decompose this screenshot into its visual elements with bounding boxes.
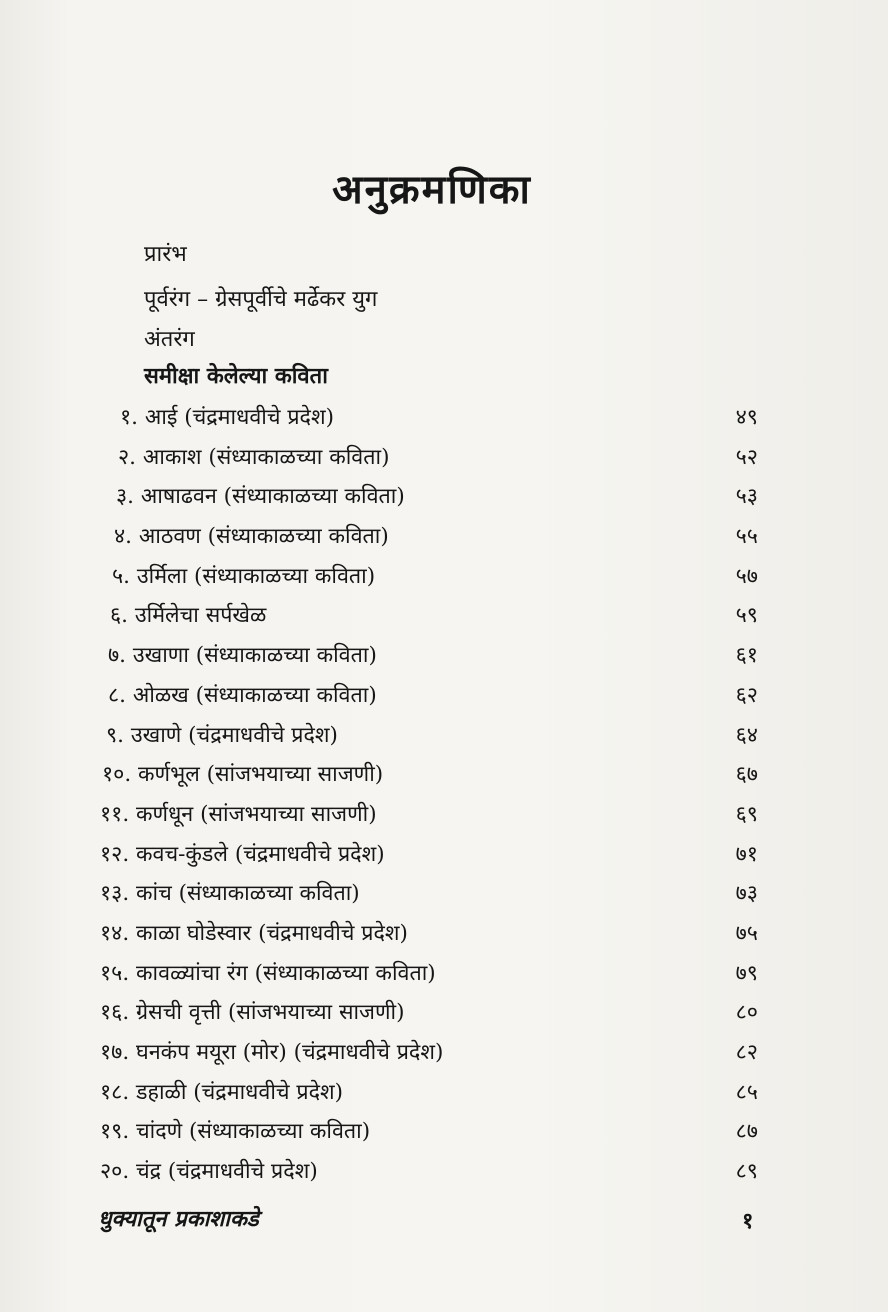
toc-entry-title: १०. कर्णभूल (सांजभयाच्या साजणी) xyxy=(102,762,384,788)
toc-entry xyxy=(98,596,758,636)
toc-entry-title: ११. कर्णधून (सांजभयाच्या साजणी) xyxy=(100,801,377,827)
front-matter-prelude: पूर्वरंग – ग्रेसपूर्वीचे मर्ढेकर युग xyxy=(144,287,378,312)
toc-entry-page: ६४ xyxy=(735,722,758,748)
toc-entry-page: ५३ xyxy=(735,484,758,510)
toc-entry xyxy=(98,835,758,875)
toc-entry xyxy=(98,398,758,438)
toc-entry-page: ६७ xyxy=(735,762,758,788)
toc-entry-page: ७५ xyxy=(735,920,758,946)
toc-entry xyxy=(98,438,758,478)
toc-entry-title: ९. उखाणे (चंद्रमाधवीचे प्रदेश) xyxy=(106,722,338,748)
toc-entry-page: ५२ xyxy=(735,444,758,470)
toc-entry-page: ७१ xyxy=(735,841,758,867)
toc-entry xyxy=(98,954,758,994)
toc-entry-title: २. आकाश (संध्याकाळच्या कविता) xyxy=(118,444,390,470)
toc-entry-page: ५५ xyxy=(735,524,758,550)
front-matter-start: प्रारंभ xyxy=(144,242,187,267)
table-of-contents xyxy=(98,398,758,1192)
toc-entry-title: ८. ओळख (संध्याकाळच्या कविता) xyxy=(108,682,377,708)
toc-entry-page: ४९ xyxy=(735,405,758,430)
toc-entry-title: १७. घनकंप मयूरा (मोर) (चंद्रमाधवीचे प्रदेश) xyxy=(100,1040,444,1065)
toc-entry-title: १३. कांच (संध्याकाळच्या कविता) xyxy=(100,881,360,907)
toc-entry-title: १५. कावळ्यांचा रंग (संध्याकाळच्या कविता) xyxy=(100,960,436,986)
toc-entry-page: ५७ xyxy=(735,563,758,589)
toc-entry xyxy=(98,914,758,954)
toc-entry-page: ८० xyxy=(735,1000,758,1026)
toc-entry-page: ७३ xyxy=(735,881,758,907)
toc-entry xyxy=(98,1112,758,1152)
toc-entry-title: ५. उर्मिला (संध्याकाळच्या कविता) xyxy=(112,563,376,589)
section-heading: समीक्षा केलेल्या कविता xyxy=(144,363,328,389)
toc-entry-page: ६२ xyxy=(735,682,758,708)
toc-entry xyxy=(98,755,758,795)
toc-entry xyxy=(98,993,758,1033)
toc-entry-page: ५९ xyxy=(735,603,758,629)
page-title: अनुक्रमणिका xyxy=(332,166,532,213)
footer-book-title: धुक्यातून प्रकाशाकडे xyxy=(98,1206,259,1232)
toc-entry-page: ७९ xyxy=(735,960,758,986)
toc-entry-title: १६. ग्रेसची वृत्ती (सांजभयाच्या साजणी) xyxy=(100,1000,405,1026)
toc-entry-title: ४. आठवण (संध्याकाळच्या कविता) xyxy=(114,524,389,550)
toc-entry xyxy=(98,1033,758,1073)
toc-entry xyxy=(98,1073,758,1113)
toc-entry-title: १८. डहाळी (चंद्रमाधवीचे प्रदेश) xyxy=(100,1079,344,1105)
toc-entry-title: १२. कवच-कुंडले (चंद्रमाधवीचे प्रदेश) xyxy=(100,841,385,867)
toc-entry-title: २०. चंद्र (चंद्रमाधवीचे प्रदेश) xyxy=(100,1159,318,1185)
toc-entry-page: ६९ xyxy=(735,801,758,827)
toc-entry xyxy=(98,477,758,517)
toc-entry-title: ३. आषाढवन (संध्याकाळच्या कविता) xyxy=(116,484,405,510)
toc-entry xyxy=(98,636,758,676)
toc-entry xyxy=(98,517,758,557)
toc-entry xyxy=(98,874,758,914)
toc-entry-page: ८५ xyxy=(735,1079,758,1105)
toc-entry xyxy=(98,676,758,716)
toc-entry xyxy=(98,1152,758,1192)
toc-entry-title: ७. उखाणा (संध्याकाळच्या कविता) xyxy=(108,643,377,669)
toc-entry xyxy=(98,716,758,756)
toc-entry-page: ८७ xyxy=(735,1119,758,1145)
toc-entry-title: ६. उर्मिलेचा सर्पखेळ xyxy=(110,603,267,629)
front-matter-inner: अंतरंग xyxy=(144,327,195,352)
toc-entry-title: १४. काळा घोडेस्वार (चंद्रमाधवीचे प्रदेश) xyxy=(100,920,408,946)
toc-entry-title: १९. चांदणे (संध्याकाळच्या कविता) xyxy=(100,1119,371,1145)
toc-entry xyxy=(98,557,758,597)
toc-entry-page: ६१ xyxy=(735,643,758,669)
toc-entry xyxy=(98,795,758,835)
footer-page-number: १ xyxy=(742,1208,754,1234)
toc-entry-page: ८९ xyxy=(735,1159,758,1185)
toc-entry-page: ८२ xyxy=(735,1040,758,1065)
toc-entry-title: १. आई (चंद्रमाधवीचे प्रदेश) xyxy=(120,405,334,430)
